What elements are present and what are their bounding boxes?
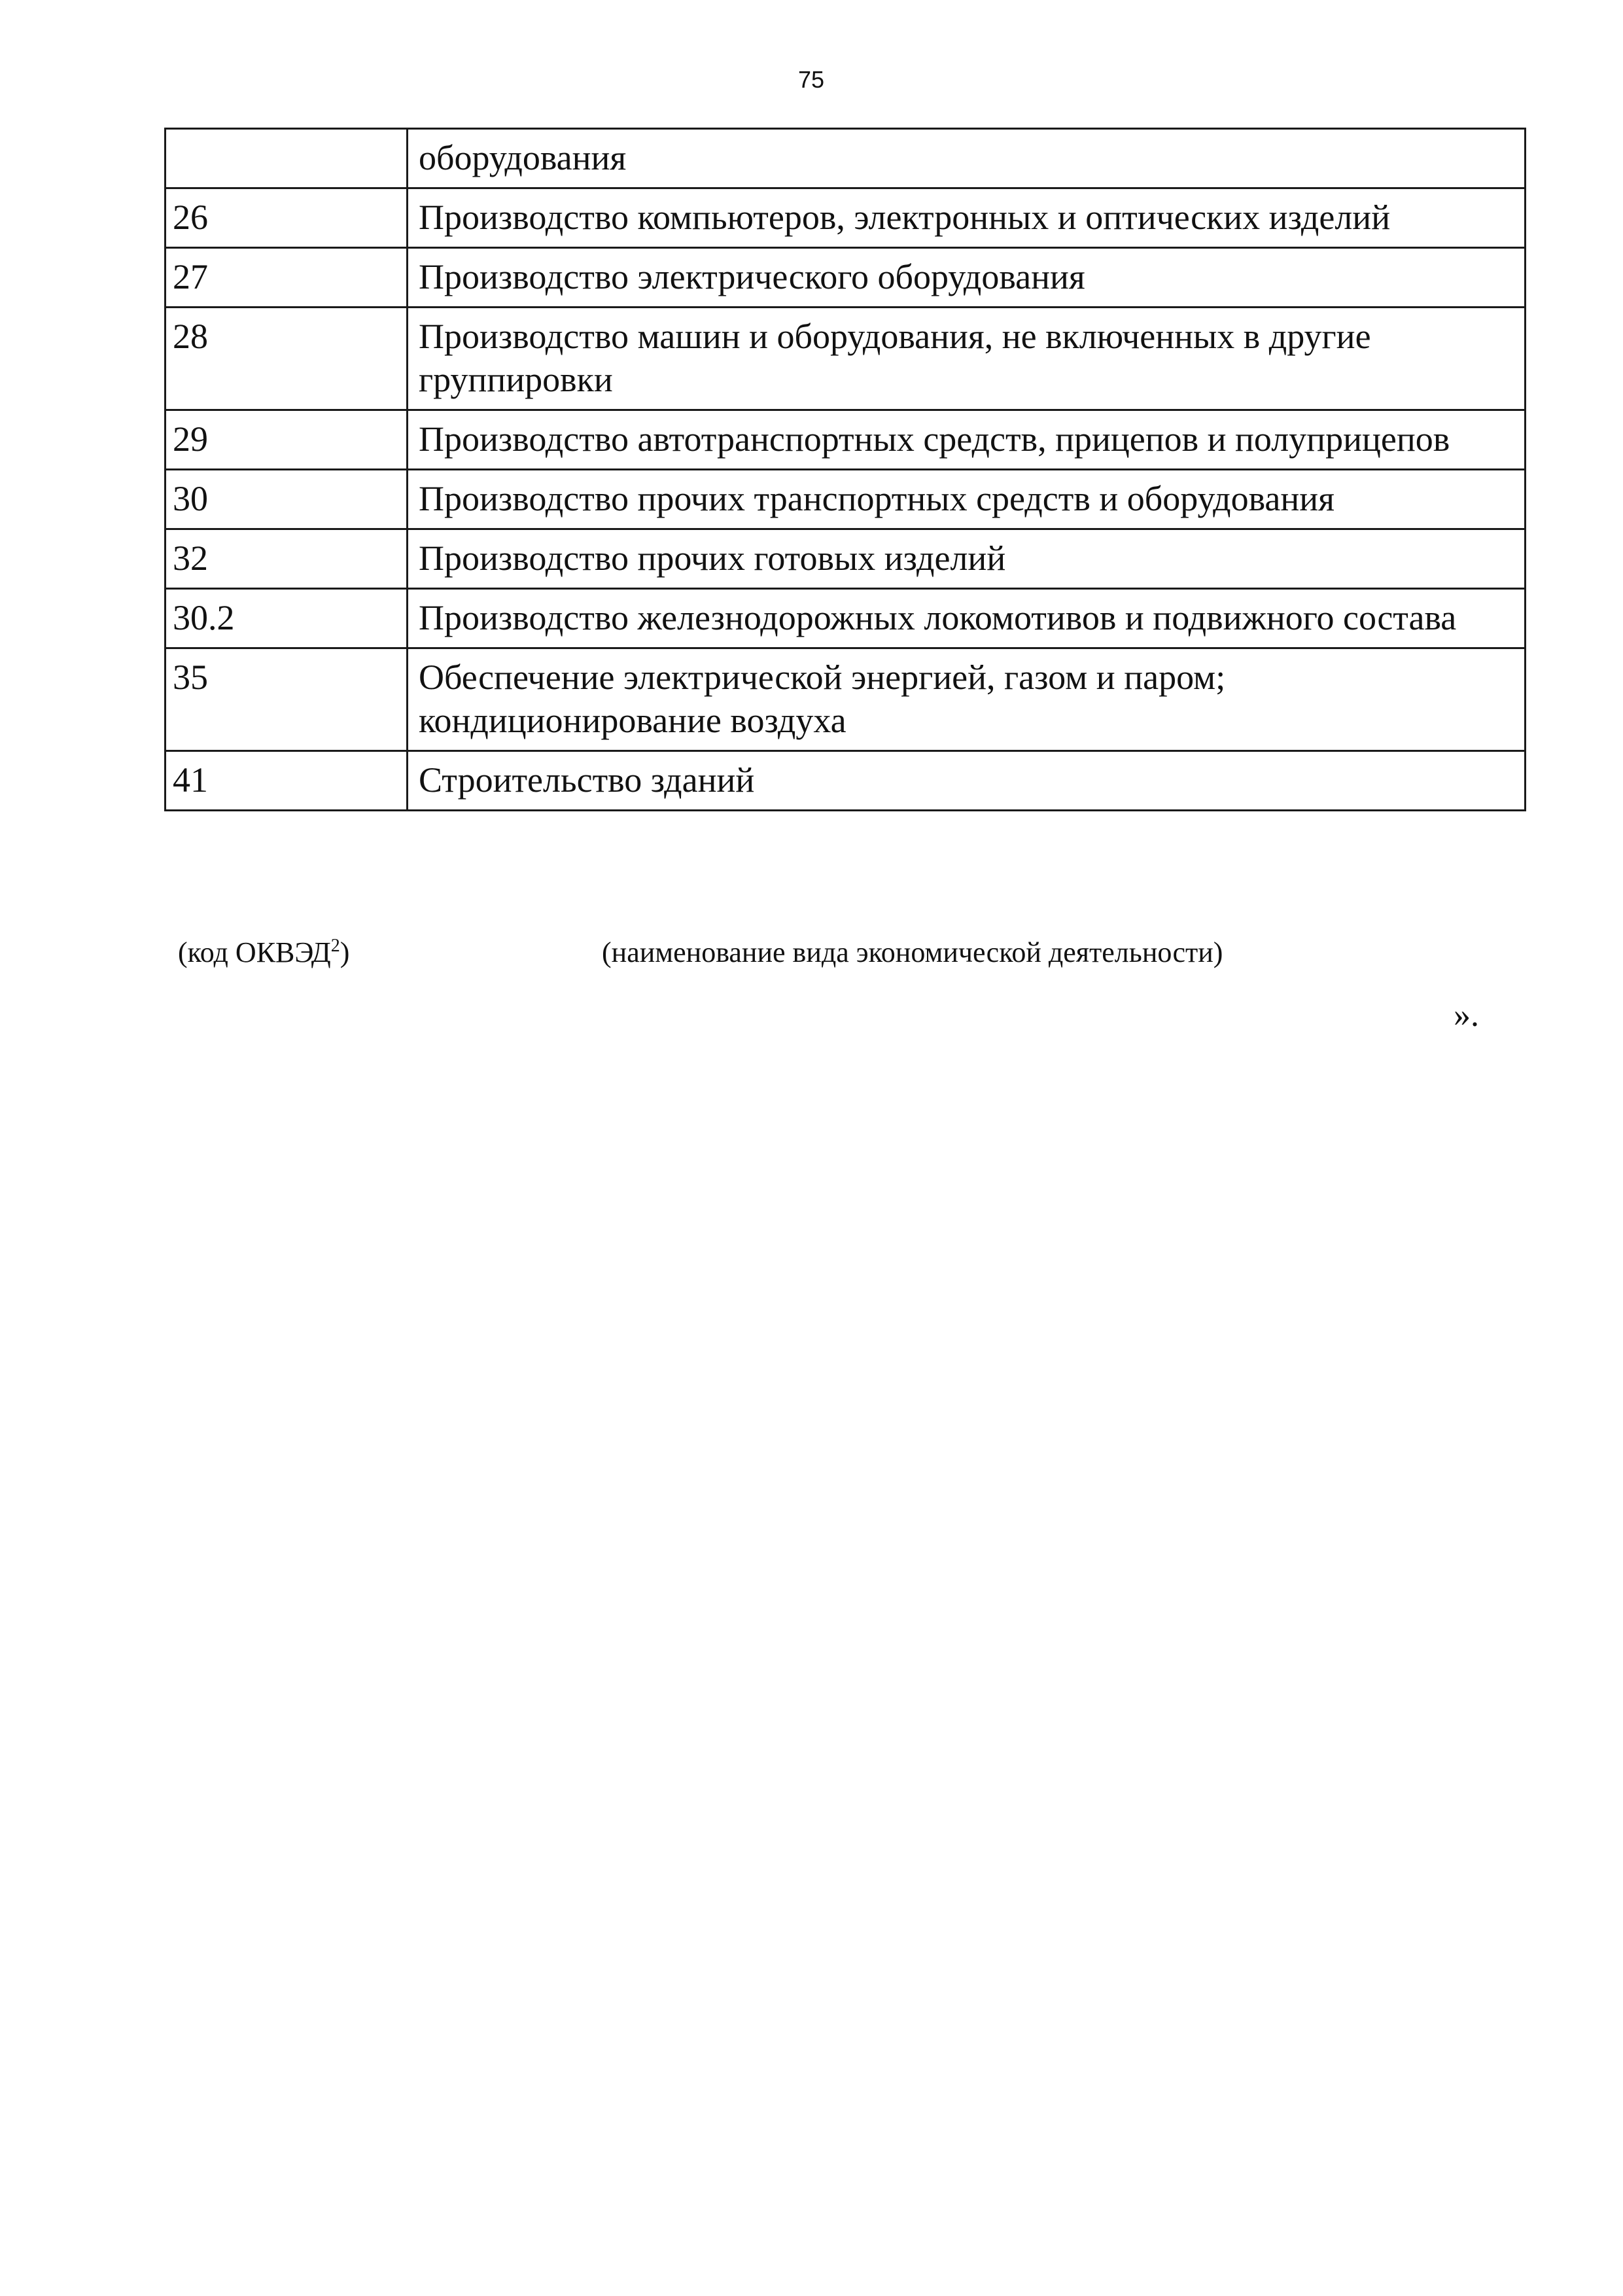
table-row — [166, 308, 1526, 410]
activity-name-cell: оборудования — [408, 129, 1526, 188]
activity-name-caption: (наименование вида экономической деятельности) — [602, 936, 1223, 968]
activity-name-cell: Производство железнодорожных локомотивов и подвижного состава — [408, 589, 1526, 648]
table-row — [166, 751, 1526, 811]
activity-name-cell: Производство компьютеров, электронных и оптических изделий — [408, 188, 1526, 248]
activity-name-cell: Производство электрического оборудования — [408, 248, 1526, 308]
okved-code-caption-text: (код ОКВЭД — [178, 936, 331, 968]
table-row — [166, 129, 1526, 188]
activity-name-cell: Обеспечение электрической энергией, газом и паром; кондиционирование воздуха — [408, 648, 1526, 751]
okved-code-cell: 30 — [166, 470, 408, 529]
table-row — [166, 529, 1526, 589]
okved-table — [164, 128, 1526, 811]
okved-code-cell — [166, 129, 408, 188]
activity-name-cell: Производство прочих транспортных средств и оборудования — [408, 470, 1526, 529]
table-row — [166, 589, 1526, 648]
table-row — [166, 648, 1526, 751]
okved-code-cell: 30.2 — [166, 589, 408, 648]
activity-name-cell: Производство машин и оборудования, не включенных в другие группировки — [408, 308, 1526, 410]
okved-code-cell: 41 — [166, 751, 408, 811]
okved-code-cell: 27 — [166, 248, 408, 308]
table-row — [166, 470, 1526, 529]
activity-name-cell: Производство автотранспортных средств, прицепов и полуприцепов — [408, 410, 1526, 470]
activity-name-cell: Строительство зданий — [408, 751, 1526, 811]
page-number: 75 — [797, 66, 825, 93]
table-row — [166, 188, 1526, 248]
okved-code-cell: 29 — [166, 410, 408, 470]
table-row — [166, 410, 1526, 470]
okved-code-cell: 28 — [166, 308, 408, 410]
activity-name-cell: Производство прочих готовых изделий — [408, 529, 1526, 589]
okved-code-caption — [178, 936, 349, 970]
table-row — [166, 248, 1526, 308]
okved-code-caption-close: ) — [340, 936, 350, 968]
okved-code-cell: 32 — [166, 529, 408, 589]
okved-code-cell: 35 — [166, 648, 408, 751]
closing-quote: ». — [1454, 997, 1479, 1034]
okved-code-cell: 26 — [166, 188, 408, 248]
footnote-marker: 2 — [330, 936, 340, 956]
